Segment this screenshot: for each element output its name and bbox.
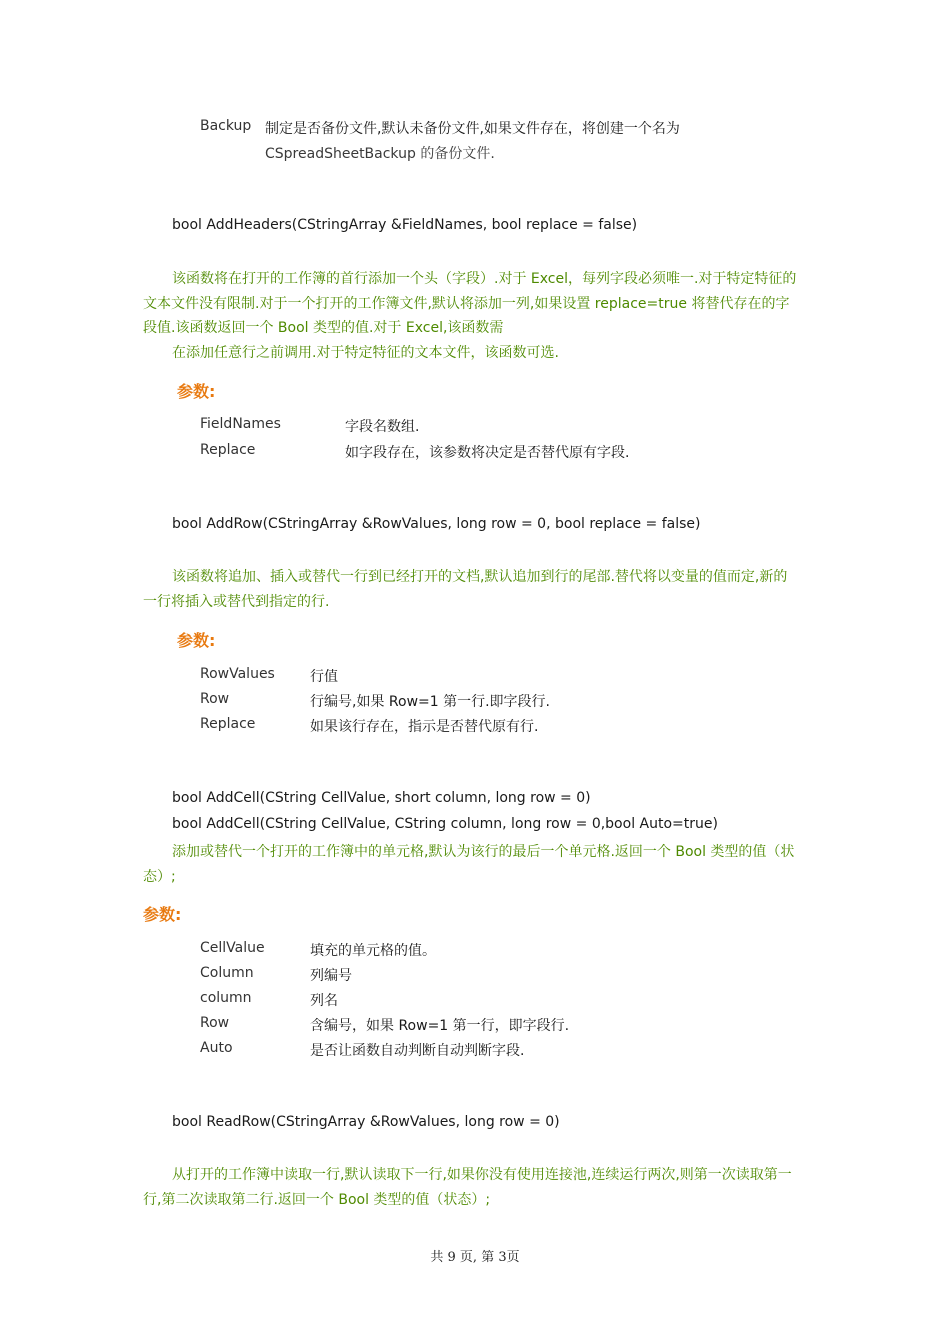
description-line: 段值.该函数返回一个 Bool 类型的值.对于 Excel,该函数需 [143,320,504,336]
function-signature-addrow: bool AddRow(CStringArray &RowValues, long row = 0, bool replace = false) [172,516,701,532]
description-line: 文本文件没有限制.对于一个打开的工作簿文件,默认将添加一列,如果设置 replace=true 将替代存在的字 [143,296,790,312]
description-line: 该函数将追加、插入或替代一行到已经打开的文档,默认追加到行的尾部.替代将以变量的值而定,新的 [172,569,788,585]
param-desc: 是否让函数自动判断自动判断字段. [310,1043,525,1059]
param-name: Replace [200,716,256,732]
param-name: Replace [200,442,256,458]
param-name: Row [200,691,230,707]
param-desc: 字段名数组. [345,419,420,435]
description-line: 从打开的工作簿中读取一行,默认读取下一行,如果你没有使用连接池,连续运行两次,则第一次读取第一 [172,1167,792,1183]
param-desc-backup: 制定是否备份文件,默认未备份文件,如果文件存在，将创建一个名为 [265,121,680,137]
page-footer: 共 9 页, 第 3页 [430,1250,520,1265]
param-name: column [200,990,252,1006]
description-line: 一行将插入或替代到指定的行. [143,594,330,610]
description-line: 添加或替代一个打开的工作簿中的单元格,默认为该行的最后一个单元格.返回一个 Bool 类型的值（状 [172,844,795,860]
param-desc: 如字段存在，该参数将决定是否替代原有字段. [345,445,630,461]
param-name: CellValue [200,940,265,956]
description-line: 行,第二次读取第二行.返回一个 Bool 类型的值（状态）; [143,1192,491,1208]
function-signature-addcell-overload: bool AddCell(CString CellValue, CString column, long row = 0,bool Auto=true) [172,816,718,832]
param-name: Column [200,965,254,981]
params-heading: 参数: [177,382,216,401]
function-signature-addheaders: bool AddHeaders(CStringArray &FieldNames, bool replace = false) [172,217,638,233]
param-name: Row [200,1015,230,1031]
params-heading: 参数: [177,631,216,650]
param-desc: 含编号，如果 Row=1 第一行，即字段行. [310,1018,570,1034]
param-name-backup: Backup [200,118,252,134]
param-desc: 列编号 [310,968,352,984]
param-desc: 如果该行存在，指示是否替代原有行. [310,719,539,735]
param-name: RowValues [200,666,275,682]
param-desc: 行值 [310,669,338,685]
description-line: 在添加任意行之前调用.对于特定特征的文本文件，该函数可选. [172,345,559,361]
function-signature-addcell: bool AddCell(CString CellValue, short column, long row = 0) [172,790,591,806]
description-line: 该函数将在打开的工作簿的首行添加一个头（字段）.对于 Excel，每列字段必须唯一.对于特定特征的 [172,271,797,287]
params-heading: 参数: [143,905,182,924]
param-desc: 行编号,如果 Row=1 第一行.即字段行. [310,694,551,710]
description-line: 态）; [143,869,176,885]
param-desc: 列名 [310,993,338,1009]
param-name: Auto [200,1040,233,1056]
param-desc: 填充的单元格的值。 [310,943,436,959]
param-desc-backup-cont: CSpreadSheetBackup 的备份文件. [265,146,495,162]
param-name: FieldNames [200,416,281,432]
function-signature-readrow: bool ReadRow(CStringArray &RowValues, long row = 0) [172,1114,560,1130]
